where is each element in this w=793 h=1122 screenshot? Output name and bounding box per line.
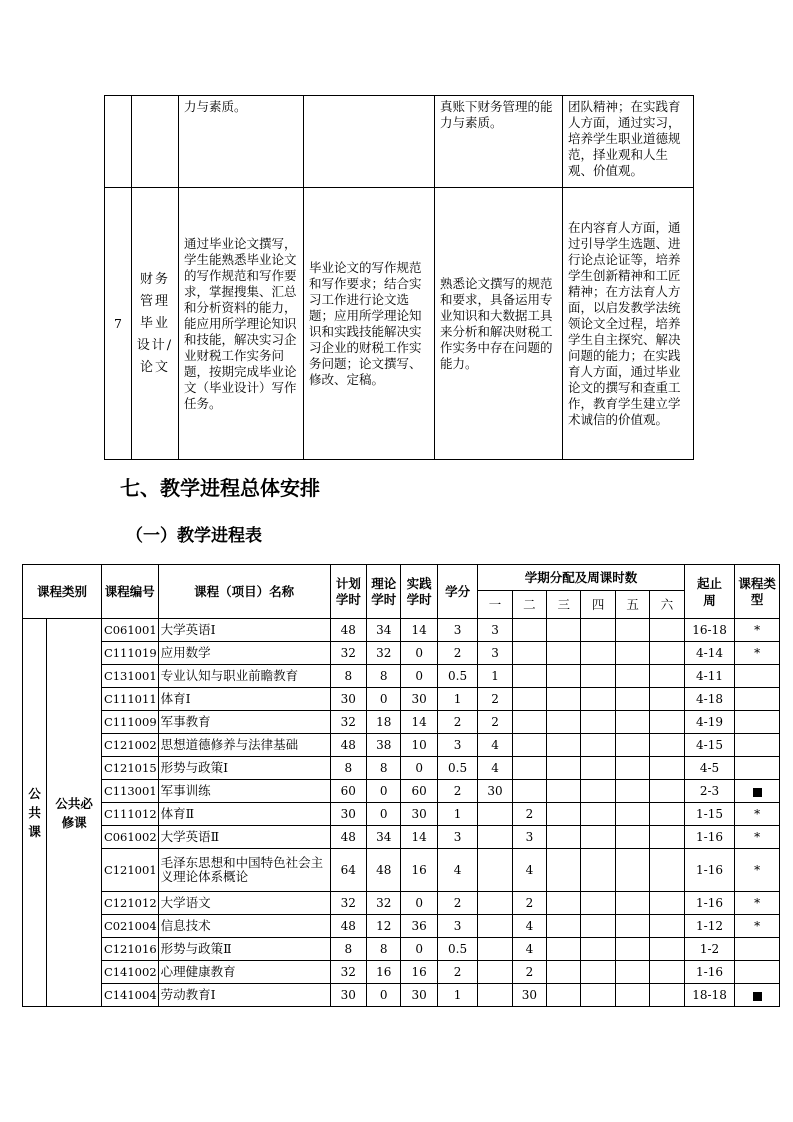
credits: 3: [437, 826, 477, 849]
course-name: 大学语文: [158, 892, 330, 915]
course-type: [735, 757, 780, 780]
semester-2-hours: [512, 757, 546, 780]
semester-5-hours: [615, 642, 649, 665]
weeks: 1-16: [684, 961, 735, 984]
weeks: 4-18: [684, 688, 735, 711]
weeks: 4-5: [684, 757, 735, 780]
practice-hours: 14: [401, 826, 437, 849]
semester-1-hours: 4: [478, 734, 512, 757]
semester-6-hours: [650, 711, 684, 734]
semester-2-hours: [512, 642, 546, 665]
theory-hours: 0: [367, 803, 401, 826]
col-semester-1: 一: [478, 591, 512, 619]
course-type: [735, 849, 780, 892]
table-row: [23, 803, 780, 826]
col-weeks: 起止周: [684, 565, 735, 619]
semester-3-hours: [547, 642, 581, 665]
asterisk-marker: *: [754, 807, 761, 821]
semester-5-hours: [615, 961, 649, 984]
semester-4-hours: [581, 642, 615, 665]
weeks: 1-16: [684, 849, 735, 892]
semester-1-hours: [478, 849, 512, 892]
theory-hours: 34: [367, 619, 401, 642]
course-name: 思想道德修养与法律基础: [158, 734, 330, 757]
credits: 3: [437, 619, 477, 642]
semester-1-hours: [478, 961, 512, 984]
course-type: [735, 619, 780, 642]
asterisk-marker: *: [754, 830, 761, 844]
semester-6-hours: [650, 826, 684, 849]
credits: 3: [437, 915, 477, 938]
col-course-name: 课程（项目）名称: [158, 565, 330, 619]
category-main-label: 公共课: [28, 786, 41, 839]
theory-hours: 34: [367, 826, 401, 849]
category-sub: [47, 619, 102, 1007]
plan-hours: 64: [330, 849, 366, 892]
course-code: C113001: [101, 780, 158, 803]
plan-hours: 48: [330, 619, 366, 642]
semester-5-hours: [615, 915, 649, 938]
practice-hours: 30: [401, 803, 437, 826]
semester-5-hours: [615, 826, 649, 849]
semester-2-hours: [512, 665, 546, 688]
course-name: 军事训练: [158, 780, 330, 803]
col-semester-2: 二: [512, 591, 546, 619]
theory-hours: 32: [367, 892, 401, 915]
semester-6-hours: [650, 892, 684, 915]
category-main: [23, 619, 47, 1007]
table-row: [23, 619, 780, 642]
subsection-heading: （一）教学进程表: [126, 526, 262, 546]
table-row: [23, 892, 780, 915]
course-type: [735, 984, 780, 1007]
semester-3-hours: [547, 961, 581, 984]
semester-4-hours: [581, 938, 615, 961]
col-theory-hours: 理论学时: [367, 565, 401, 619]
theory-hours: 38: [367, 734, 401, 757]
course-code: C111011: [101, 688, 158, 711]
filled-square-icon: [753, 788, 762, 797]
course-name: 形势与政策Ⅰ: [158, 757, 330, 780]
semester-4-hours: [581, 780, 615, 803]
weeks: 16-18: [684, 619, 735, 642]
semester-5-hours: [615, 734, 649, 757]
practice-hours: 14: [401, 711, 437, 734]
col-semester-3: 三: [547, 591, 581, 619]
asterisk-marker: *: [754, 623, 761, 637]
credits: 2: [437, 780, 477, 803]
semester-1-hours: [478, 803, 512, 826]
credits: 0.5: [437, 938, 477, 961]
project-name: 财务管理毕业设计/论文: [132, 188, 179, 460]
semester-6-hours: [650, 665, 684, 688]
semester-4-hours: [581, 915, 615, 938]
semester-1-hours: [478, 915, 512, 938]
course-code: C111009: [101, 711, 158, 734]
credits: 0.5: [437, 757, 477, 780]
table-row: [105, 96, 694, 188]
semester-3-hours: [547, 915, 581, 938]
theory-hours: 48: [367, 849, 401, 892]
table-row: [23, 665, 780, 688]
semester-4-hours: [581, 984, 615, 1007]
semester-1-hours: [478, 938, 512, 961]
plan-hours: 32: [330, 711, 366, 734]
credits: 1: [437, 803, 477, 826]
semester-2-hours: [512, 780, 546, 803]
semester-5-hours: [615, 619, 649, 642]
semester-6-hours: [650, 642, 684, 665]
semester-1-hours: [478, 892, 512, 915]
objective-cell: 通过毕业论文撰写，学生能熟悉毕业论文的写作规范和写作要求，掌握搜集、汇总和分析资料的能力，能应用所学理论知识和技能，解决实习企业财税工作实务问题，按期完成毕业论文（毕业设计）写作任务。: [179, 188, 304, 460]
theory-hours: 12: [367, 915, 401, 938]
semester-2-hours: 4: [512, 849, 546, 892]
table-row: [23, 711, 780, 734]
plan-hours: 8: [330, 757, 366, 780]
practice-hours: 0: [401, 642, 437, 665]
semester-2-hours: 30: [512, 984, 546, 1007]
semester-3-hours: [547, 803, 581, 826]
asterisk-marker: *: [754, 646, 761, 660]
credits: 2: [437, 711, 477, 734]
credits: 0.5: [437, 665, 477, 688]
category-sub-label: 公共必修课: [55, 795, 93, 830]
semester-2-hours: 4: [512, 938, 546, 961]
course-name: 形势与政策Ⅱ: [158, 938, 330, 961]
table-row: [23, 780, 780, 803]
semester-5-hours: [615, 892, 649, 915]
practice-hours: 16: [401, 961, 437, 984]
content-cell: 毕业论文的写作规范和写作要求；结合实习工作进行论文选题；应用所学理论知识和实践技能解决实习企业的财税工作实务问题；论文撰写、修改、定稿。: [304, 188, 435, 460]
course-code: C121001: [101, 849, 158, 892]
course-code: C141002: [101, 961, 158, 984]
training-content-table: [104, 95, 694, 460]
practice-hours: 60: [401, 780, 437, 803]
project-name: [132, 96, 179, 188]
practice-hours: 30: [401, 984, 437, 1007]
plan-hours: 8: [330, 665, 366, 688]
semester-1-hours: 30: [478, 780, 512, 803]
col-practice-hours: 实践学时: [401, 565, 437, 619]
course-name: 军事教育: [158, 711, 330, 734]
weeks: 1-2: [684, 938, 735, 961]
row-number: [105, 96, 132, 188]
teaching-schedule-table: [22, 564, 780, 1007]
semester-1-hours: [478, 984, 512, 1007]
semester-3-hours: [547, 757, 581, 780]
weeks: 4-14: [684, 642, 735, 665]
semester-6-hours: [650, 984, 684, 1007]
course-code: C121015: [101, 757, 158, 780]
course-type: [735, 892, 780, 915]
semester-5-hours: [615, 938, 649, 961]
practice-hours: 36: [401, 915, 437, 938]
requirement-cell: 熟悉论文撰写的规范和要求，具备运用专业知识和大数据工具来分析和解决财税工作实务中存在问题的能力。: [435, 188, 563, 460]
theory-hours: 8: [367, 938, 401, 961]
semester-6-hours: [650, 849, 684, 892]
semester-2-hours: [512, 711, 546, 734]
semester-2-hours: 2: [512, 961, 546, 984]
credits: 1: [437, 688, 477, 711]
course-type: [735, 665, 780, 688]
semester-3-hours: [547, 688, 581, 711]
weeks: 2-3: [684, 780, 735, 803]
semester-1-hours: 1: [478, 665, 512, 688]
theory-hours: 18: [367, 711, 401, 734]
plan-hours: 32: [330, 961, 366, 984]
semester-5-hours: [615, 849, 649, 892]
course-code: C141004: [101, 984, 158, 1007]
table-row: [23, 938, 780, 961]
semester-1-hours: 2: [478, 711, 512, 734]
semester-3-hours: [547, 665, 581, 688]
col-code: 课程编号: [101, 565, 158, 619]
course-type: [735, 938, 780, 961]
theory-hours: 8: [367, 665, 401, 688]
course-name: 心理健康教育: [158, 961, 330, 984]
practice-hours: 0: [401, 757, 437, 780]
theory-hours: 8: [367, 757, 401, 780]
semester-6-hours: [650, 961, 684, 984]
semester-3-hours: [547, 984, 581, 1007]
semester-3-hours: [547, 849, 581, 892]
semester-4-hours: [581, 849, 615, 892]
semester-4-hours: [581, 757, 615, 780]
col-plan-hours: 计划学时: [330, 565, 366, 619]
plan-hours: 30: [330, 984, 366, 1007]
col-semester-6: 六: [650, 591, 684, 619]
semester-6-hours: [650, 803, 684, 826]
semester-2-hours: [512, 688, 546, 711]
education-cell: 在内容育人方面，通过引导学生选题、进行论点论证等，培养学生创新精神和工匠精神；在方法育人方面，以启发教学法统领论文全过程，培养学生自主探究、解决问题的能力；在实践育人方面，通过毕业论文的撰写和查重工作，教育学生建立学术诚信的价值观。: [563, 188, 694, 460]
credits: 2: [437, 642, 477, 665]
objective-cell: 力与素质。: [179, 96, 304, 188]
course-type: [735, 961, 780, 984]
practice-hours: 10: [401, 734, 437, 757]
semester-3-hours: [547, 938, 581, 961]
semester-5-hours: [615, 757, 649, 780]
semester-4-hours: [581, 665, 615, 688]
semester-6-hours: [650, 780, 684, 803]
credits: 2: [437, 892, 477, 915]
asterisk-marker: *: [754, 919, 761, 933]
education-cell: 团队精神；在实践育人方面，通过实习，培养学生职业道德规范，择业观和人生观、价值观。: [563, 96, 694, 188]
course-name: 应用数学: [158, 642, 330, 665]
plan-hours: 32: [330, 892, 366, 915]
course-type: [735, 688, 780, 711]
table-row: [23, 734, 780, 757]
course-code: C131001: [101, 665, 158, 688]
semester-2-hours: [512, 619, 546, 642]
filled-square-icon: [753, 992, 762, 1001]
semester-1-hours: 3: [478, 619, 512, 642]
theory-hours: 16: [367, 961, 401, 984]
weeks: 4-19: [684, 711, 735, 734]
plan-hours: 30: [330, 688, 366, 711]
course-code: C061001: [101, 619, 158, 642]
semester-6-hours: [650, 619, 684, 642]
semester-5-hours: [615, 711, 649, 734]
semester-6-hours: [650, 938, 684, 961]
semester-6-hours: [650, 688, 684, 711]
semester-4-hours: [581, 688, 615, 711]
asterisk-marker: *: [754, 863, 761, 877]
course-code: C061002: [101, 826, 158, 849]
weeks: 1-16: [684, 826, 735, 849]
plan-hours: 48: [330, 915, 366, 938]
semester-2-hours: 2: [512, 803, 546, 826]
col-type: 课程类型: [735, 565, 780, 619]
course-type: [735, 803, 780, 826]
semester-1-hours: 2: [478, 688, 512, 711]
semester-1-hours: 4: [478, 757, 512, 780]
semester-1-hours: 3: [478, 642, 512, 665]
plan-hours: 30: [330, 803, 366, 826]
semester-3-hours: [547, 734, 581, 757]
course-name: 大学英语Ⅱ: [158, 826, 330, 849]
semester-3-hours: [547, 892, 581, 915]
weeks: 1-16: [684, 892, 735, 915]
course-name: 劳动教育Ⅰ: [158, 984, 330, 1007]
course-name: 信息技术: [158, 915, 330, 938]
semester-5-hours: [615, 665, 649, 688]
credits: 2: [437, 961, 477, 984]
semester-4-hours: [581, 892, 615, 915]
semester-2-hours: 3: [512, 826, 546, 849]
content-cell: [304, 96, 435, 188]
col-semester-group: 学期分配及周课时数: [478, 565, 684, 591]
semester-5-hours: [615, 780, 649, 803]
table-row: [23, 688, 780, 711]
weeks: 4-11: [684, 665, 735, 688]
semester-3-hours: [547, 619, 581, 642]
course-name: 毛泽东思想和中国特色社会主义理论体系概论: [158, 849, 330, 892]
semester-2-hours: [512, 734, 546, 757]
practice-hours: 0: [401, 938, 437, 961]
credits: 4: [437, 849, 477, 892]
course-name: 大学英语Ⅰ: [158, 619, 330, 642]
table-row: [105, 188, 694, 460]
table-row: [23, 961, 780, 984]
table-row: [23, 757, 780, 780]
course-type: [735, 826, 780, 849]
semester-3-hours: [547, 711, 581, 734]
course-name: 体育Ⅰ: [158, 688, 330, 711]
weeks: 1-12: [684, 915, 735, 938]
row-number: 7: [105, 188, 132, 460]
semester-5-hours: [615, 688, 649, 711]
col-credits: 学分: [437, 565, 477, 619]
practice-hours: 16: [401, 849, 437, 892]
plan-hours: 48: [330, 826, 366, 849]
table-row: [23, 984, 780, 1007]
col-semester-5: 五: [615, 591, 649, 619]
course-type: [735, 780, 780, 803]
section-heading: 七、教学进程总体安排: [120, 476, 320, 500]
practice-hours: 30: [401, 688, 437, 711]
credits: 1: [437, 984, 477, 1007]
asterisk-marker: *: [754, 896, 761, 910]
semester-5-hours: [615, 803, 649, 826]
plan-hours: 60: [330, 780, 366, 803]
header-row: [23, 565, 780, 591]
table-row: [23, 849, 780, 892]
table-row: [23, 642, 780, 665]
semester-4-hours: [581, 961, 615, 984]
weeks: 4-15: [684, 734, 735, 757]
course-code: C121012: [101, 892, 158, 915]
requirement-cell: 真账下财务管理的能力与素质。: [435, 96, 563, 188]
weeks: 18-18: [684, 984, 735, 1007]
course-code: C121002: [101, 734, 158, 757]
plan-hours: 32: [330, 642, 366, 665]
semester-3-hours: [547, 780, 581, 803]
col-semester-4: 四: [581, 591, 615, 619]
course-type: [735, 642, 780, 665]
course-name: 专业认知与职业前瞻教育: [158, 665, 330, 688]
table-row: [23, 915, 780, 938]
theory-hours: 0: [367, 780, 401, 803]
semester-6-hours: [650, 734, 684, 757]
col-category: 课程类别: [23, 565, 102, 619]
semester-4-hours: [581, 711, 615, 734]
semester-4-hours: [581, 734, 615, 757]
course-type: [735, 711, 780, 734]
plan-hours: 8: [330, 938, 366, 961]
table-row: [23, 826, 780, 849]
practice-hours: 14: [401, 619, 437, 642]
course-type: [735, 734, 780, 757]
semester-4-hours: [581, 619, 615, 642]
practice-hours: 0: [401, 665, 437, 688]
semester-6-hours: [650, 757, 684, 780]
semester-3-hours: [547, 826, 581, 849]
semester-2-hours: 2: [512, 892, 546, 915]
plan-hours: 48: [330, 734, 366, 757]
course-code: C111019: [101, 642, 158, 665]
practice-hours: 0: [401, 892, 437, 915]
semester-5-hours: [615, 984, 649, 1007]
weeks: 1-15: [684, 803, 735, 826]
course-name: 体育Ⅱ: [158, 803, 330, 826]
theory-hours: 0: [367, 984, 401, 1007]
theory-hours: 32: [367, 642, 401, 665]
semester-1-hours: [478, 826, 512, 849]
course-code: C021004: [101, 915, 158, 938]
theory-hours: 0: [367, 688, 401, 711]
course-type: [735, 915, 780, 938]
course-code: C121016: [101, 938, 158, 961]
semester-2-hours: 4: [512, 915, 546, 938]
semester-4-hours: [581, 826, 615, 849]
credits: 3: [437, 734, 477, 757]
course-code: C111012: [101, 803, 158, 826]
semester-6-hours: [650, 915, 684, 938]
semester-4-hours: [581, 803, 615, 826]
